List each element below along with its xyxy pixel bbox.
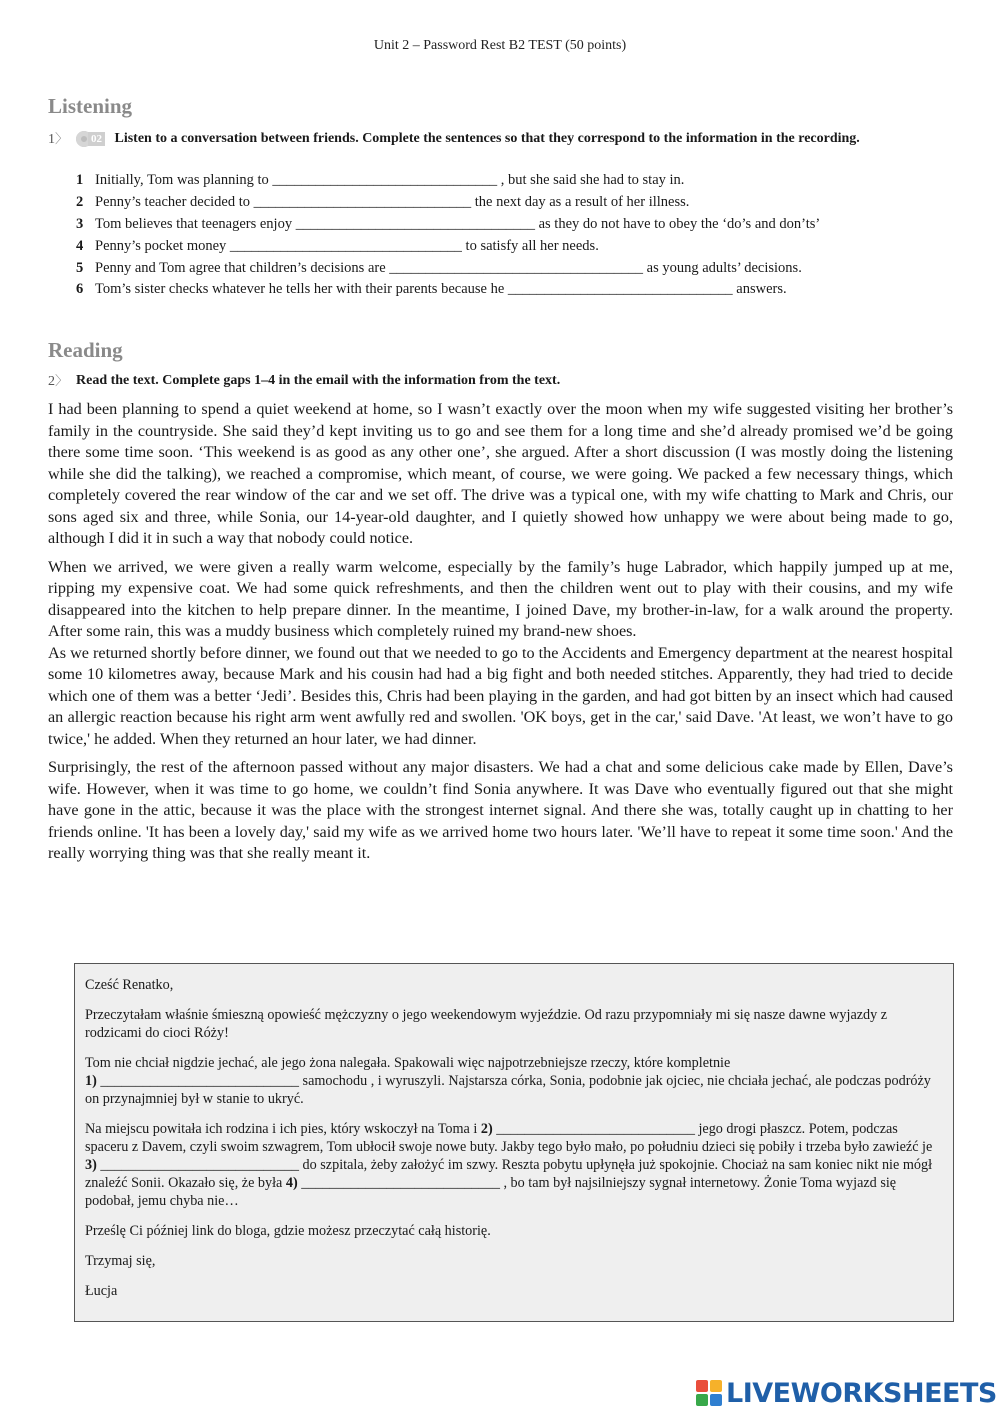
sentence-text[interactable]: Initially, Tom was planning to _______________________________ , but she said she had to stay in. <box>95 172 685 188</box>
page-title: Unit 2 – Password Rest B2 TEST (50 points) <box>373 38 627 53</box>
sentence-text[interactable]: Penny’s teacher decided to ______________________________ the next day as a result of her illness. <box>95 193 690 210</box>
logo-text: LIVEWORKSHEETS <box>726 1377 997 1409</box>
task-number: 1〉 <box>48 131 69 147</box>
list-item: 5 Penny and Tom agree that children’s decisions are ___________________________________ as young adults’ decisions. <box>76 259 802 276</box>
reading-heading: Reading <box>48 338 123 362</box>
liveworksheets-logo[interactable] <box>696 1377 997 1409</box>
reading-paragraph: Surprisingly, the rest of the afternoon passed without any major disasters. We had a chat and some delicious cake made by Ellen, Dave’s wife. However, when it was time to go home, we couldn’t find Sonia anywhere. It was Dave who eventually figured out that she might have gone in the attic, because it was the place with the strongest internet signal. And there she was, totally caught up in chatting to her friends online. 'It has been a lovely day,' said my wife as we arrived home two hours later. 'We’ll have to repeat it some time soon.' And the really worrying thing was that she really meant it. <box>48 758 953 862</box>
email-paragraph: Tom nie chciał nigdzie jechać, ale jego żona nalegała. Spakowali więc najpotrzebniejsze rzeczy, które kompletnie 1) ____________________________ samochodu , i wyruszyli. Najstarsza córka, Sonia, podobnie jak ojciec, nie chciała jechać, ale podczas podróży on przynajmniej był w stanie to ukryć. <box>85 1055 931 1107</box>
email-paragraph: Prześlę Ci później link do bloga, gdzie możesz przeczytać całą historię. <box>85 1223 491 1239</box>
gap-4-label: 4) <box>285 1175 298 1191</box>
list-item: 1 Initially, Tom was planning to _______________________________ , but she said she had to stay in. <box>76 172 685 188</box>
sentence-text[interactable]: Tom’s sister checks whatever he tells her with their parents because he _______________________________ answers. <box>95 281 787 298</box>
gap-3-label: 3) <box>85 1157 97 1173</box>
email-paragraph: Na miejscu powitała ich rodzina i ich pies, który wskoczył na Toma i 2) ____________________________ jego drogi płaszcz. Potem, podczas spaceru z Davem, czyli swoim szwagrem, Tom ubłocił swoje nowe buty. Jakby tego było mało, po południu dzieci się pobiły i trzeba było zawieźć je 3) ____________________________ do szpitala, żeby założyć im szwy. Reszta pobytu upłynęła już spokojnie. Chociaż na sam koniec nikt nie mógł znaleźć Sonii. Okazało się, że była 4) ____________________________ , bo tam był najsilniejszy sygnał internetowy. Żonie Toma wyjazd się podobał, jemu chyba nie… <box>85 1121 933 1209</box>
gap-2-field[interactable]: ____________________________ jego drogi płaszcz. Potem, podczas spaceru z Davem, czyli swoim szwagrem, Tom ubłocił swoje nowe buty. Jakby tego było mało, po południu dzieci się pobiły i trzeba było zawieźć je <box>85 1121 933 1155</box>
listening-sentences <box>76 170 956 301</box>
reading-paragraph: When we arrived, we were given a really warm welcome, especially by the family’s huge Labrador, which happily jumped up at me, ripping my expensive coat. We had some quick refreshments, and then the children went out to play with their cousins, and my wife disappeared into the kitchen to help prepare dinner. In the meantime, I joined Dave, my brother-in-law, for a walk around the property. After some rain, this was a muddy business which completely ruined my brand-new shoes. <box>48 557 953 640</box>
sentence-text[interactable]: Penny’s pocket money ________________________________ to satisfy all her needs. <box>95 237 599 254</box>
logo-tiles-icon <box>696 1380 722 1406</box>
email-signature: Łucja <box>85 1283 118 1299</box>
task-number: 2〉 <box>48 373 69 389</box>
gap-4-field[interactable]: ____________________________ , bo tam był najsilniejszy sygnał internetowy. Żonie Toma wyjazd się podobał, jemu chyba nie… <box>85 1175 897 1209</box>
list-item: 4 Penny’s pocket money ________________________________ to satisfy all her needs. <box>76 237 599 254</box>
sentence-text[interactable]: Penny and Tom agree that children’s decisions are ___________________________________ as young adults’ decisions. <box>95 259 802 276</box>
list-item: 6 Tom’s sister checks whatever he tells her with their parents because he _______________________________ answers. <box>76 281 787 298</box>
audio-cd-icon[interactable]: 02 <box>76 129 105 148</box>
gap-2-label: 2) <box>480 1121 493 1137</box>
listening-instruction-row <box>48 129 953 148</box>
reading-text <box>48 399 953 872</box>
listening-instruction: Listen to a conversation between friends. Complete the sentences so that they correspond to the information in the recording. <box>114 131 860 146</box>
reading-paragraph: I had been planning to spend a quiet weekend at home, so I wasn’t exactly over the moon when my wife suggested visiting her brother’s family in the countryside. She said they’d kept inviting us to go and see them for a long time and she’d already promised we’d be going there some time soon. ‘This weekend is as good as any other one’, she argued. After a short discussion (I was mostly doing the listening while she did the talking), we reached a compromise, which meant, of course, we were going. We packed a few necessary things, which completely covered the rear window of the car and we set off. The drive was a typical one, with my wife chatting to Mark and Chris, our sons aged six and three, while Sonia, our 14-year-old daughter, and I quietly showed how unhappy we were about being made to go, although I did it in such a way that nobody could notice. <box>48 400 953 547</box>
reading-paragraph: As we returned shortly before dinner, we found out that we needed to go to the Accidents and Emergency department at the nearest hospital some 10 kilometres away, because Mark and his cousin had had a big fight and both needed stitches. Apparently, they had tried to decide which one of them was a better ‘Jedi’. Besides this, Chris had been playing in the garden, and had got bitten by an insect which had caused an allergic reaction because his right arm went awfully red and swollen. 'OK boys, get in the car,' said Dave. 'At least, we won’t have to go twice,' he added. When they returned an hour later, we had dinner. <box>48 643 953 748</box>
list-item: 3 Tom believes that teenagers enjoy _________________________________ as they do not have to obey the ‘do’s and don’ts’ <box>76 215 821 232</box>
reading-instruction-row <box>48 371 953 390</box>
gap-1-field[interactable]: ____________________________ samochodu , i wyruszyli. Najstarsza córka, Sonia, podobnie jak ojciec, nie chciała jechać, ale podczas podróży on przynajmniej był w stanie to ukryć. <box>85 1073 931 1107</box>
listening-heading: Listening <box>48 94 133 118</box>
gap-3-field[interactable]: ____________________________ do szpitala, żeby założyć im szwy. Reszta pobytu upłynęła już spokojnie. Chociaż na sam koniec nikt nie mógł znaleźć Sonii. Okazało się, że była <box>85 1157 933 1191</box>
email-box <box>74 963 954 1322</box>
gap-1-label: 1) <box>85 1073 97 1089</box>
email-paragraph: Przeczytałam właśnie śmieszną opowieść mężczyzny o jego weekendowym wyjeździe. Od razu przypomniały mi się nasze dawne wyjazdy z rodzicami do cioci Róży! <box>85 1007 888 1041</box>
reading-instruction: Read the text. Complete gaps 1–4 in the email with the information from the text. <box>76 373 561 388</box>
sentence-text[interactable]: Tom believes that teenagers enjoy _________________________________ as they do not have to obey the ‘do’s and don’ts’ <box>95 215 821 232</box>
list-item: 2 Penny’s teacher decided to ______________________________ the next day as a result of her illness. <box>76 193 690 210</box>
email-greeting: Cześć Renatko, <box>85 977 174 993</box>
email-closing: Trzymaj się, <box>85 1253 156 1269</box>
